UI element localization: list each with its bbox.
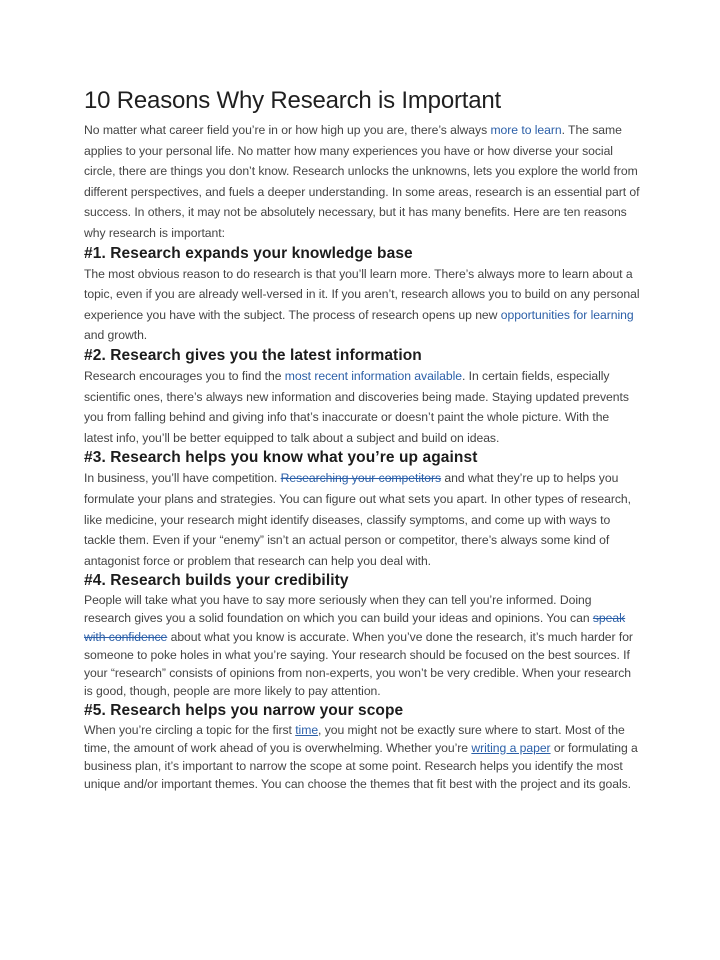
- time-link[interactable]: time: [295, 722, 319, 737]
- section-text: or formulating a business plan, it’s important to narrow the scope at some point. Research helps you identify the most unique and/or important themes. You can choose the themes that fit best with the project and its goals.: [84, 740, 638, 792]
- speak-with-confidence-link[interactable]: speak with confidence: [84, 611, 626, 644]
- section-heading-4: #4. Research builds your credibility: [84, 572, 349, 590]
- most-recent-information-link[interactable]: most recent information available: [284, 368, 462, 383]
- section-text: When you’re circling a topic for the first: [84, 722, 296, 737]
- intro-text: . The same applies to your personal life. No matter how many experiences you have or how diverse your social circle, there are things you don’t know. Research unlocks the unknowns, lets you explore the world from different perspectives, and fuels a deeper understanding. In some areas, research is an essential part of success. In others, it may not be absolutely necessary, but it has many benefits. Here are ten reasons why research is important:: [84, 123, 640, 240]
- section-paragraph-4: [84, 591, 640, 700]
- section-text: and growth.: [84, 328, 148, 343]
- section-text: Research encourages you to find the: [84, 368, 285, 383]
- intro-text: No matter what career field you’re in or how high up you are, there’s always: [84, 123, 491, 137]
- section-text: , you might not be exactly sure where to start. Most of the time, the amount of work ahead of you is overwhelming. Whether you’re: [84, 722, 625, 755]
- more-to-learn-link[interactable]: more to learn: [490, 123, 562, 137]
- writing-a-paper-link[interactable]: writing a paper: [471, 740, 551, 755]
- section-text: People will take what you have to say more seriously when they can tell you’re informed. Doing research gives you a solid foundation on which you can build your ideas and opinions. You can: [84, 593, 593, 626]
- opportunities-for-learning-link[interactable]: opportunities for learning: [500, 307, 634, 322]
- section-heading-3: #3. Research helps you know what you’re up against: [84, 449, 478, 467]
- section-paragraph-3: [84, 468, 640, 571]
- section-heading-1: #1. Research expands your knowledge base: [84, 244, 413, 262]
- section-paragraph-1: [84, 264, 640, 346]
- section-heading-5: #5. Research helps you narrow your scope: [84, 701, 404, 719]
- section-text: . In certain fields, especially scientific ones, there’s always new information and discoveries being made. Staying updated prevents you from falling behind and giving info that’s inaccurate or doesn’t paint the whole picture. With the latest info, you’ll be better equipped to talk about a subject and build on ideas.: [84, 368, 629, 445]
- section-paragraph-5: [84, 721, 640, 794]
- intro-paragraph: [84, 120, 640, 244]
- section-heading-2: #2. Research gives you the latest information: [84, 346, 422, 364]
- section-text: In business, you’ll have competition.: [84, 471, 281, 486]
- section-paragraph-2: [84, 366, 640, 448]
- section-text: The most obvious reason to do research is that you’ll learn more. There’s always more to learn about a topic, even if you are already well-versed in it. If you aren’t, research allows you to build on any personal experience you have with the subject. The process of research opens up new: [84, 266, 640, 322]
- section-text: about what you know is accurate. When you’ve done the research, it’s much harder for someone to poke holes in what you’re saying. Your research should be focused on the best sources. If your “research” consists of opinions from non-experts, you won’t be very credible. When your research is good, though, people are more likely to pay attention.: [84, 629, 633, 699]
- page-title: 10 Reasons Why Research is Important: [84, 87, 501, 114]
- researching-competitors-link[interactable]: Researching your competitors: [280, 471, 442, 486]
- section-text: and what they’re up to helps you formulate your plans and strategies. You can figure out what sets you apart. In other types of research, like medicine, your research might identify diseases, classify symptoms, and come up with ways to tackle them. Even if your “enemy” isn’t an actual person or competitor, there’s always some kind of antagonist force or problem that research can help you deal with.: [84, 471, 631, 568]
